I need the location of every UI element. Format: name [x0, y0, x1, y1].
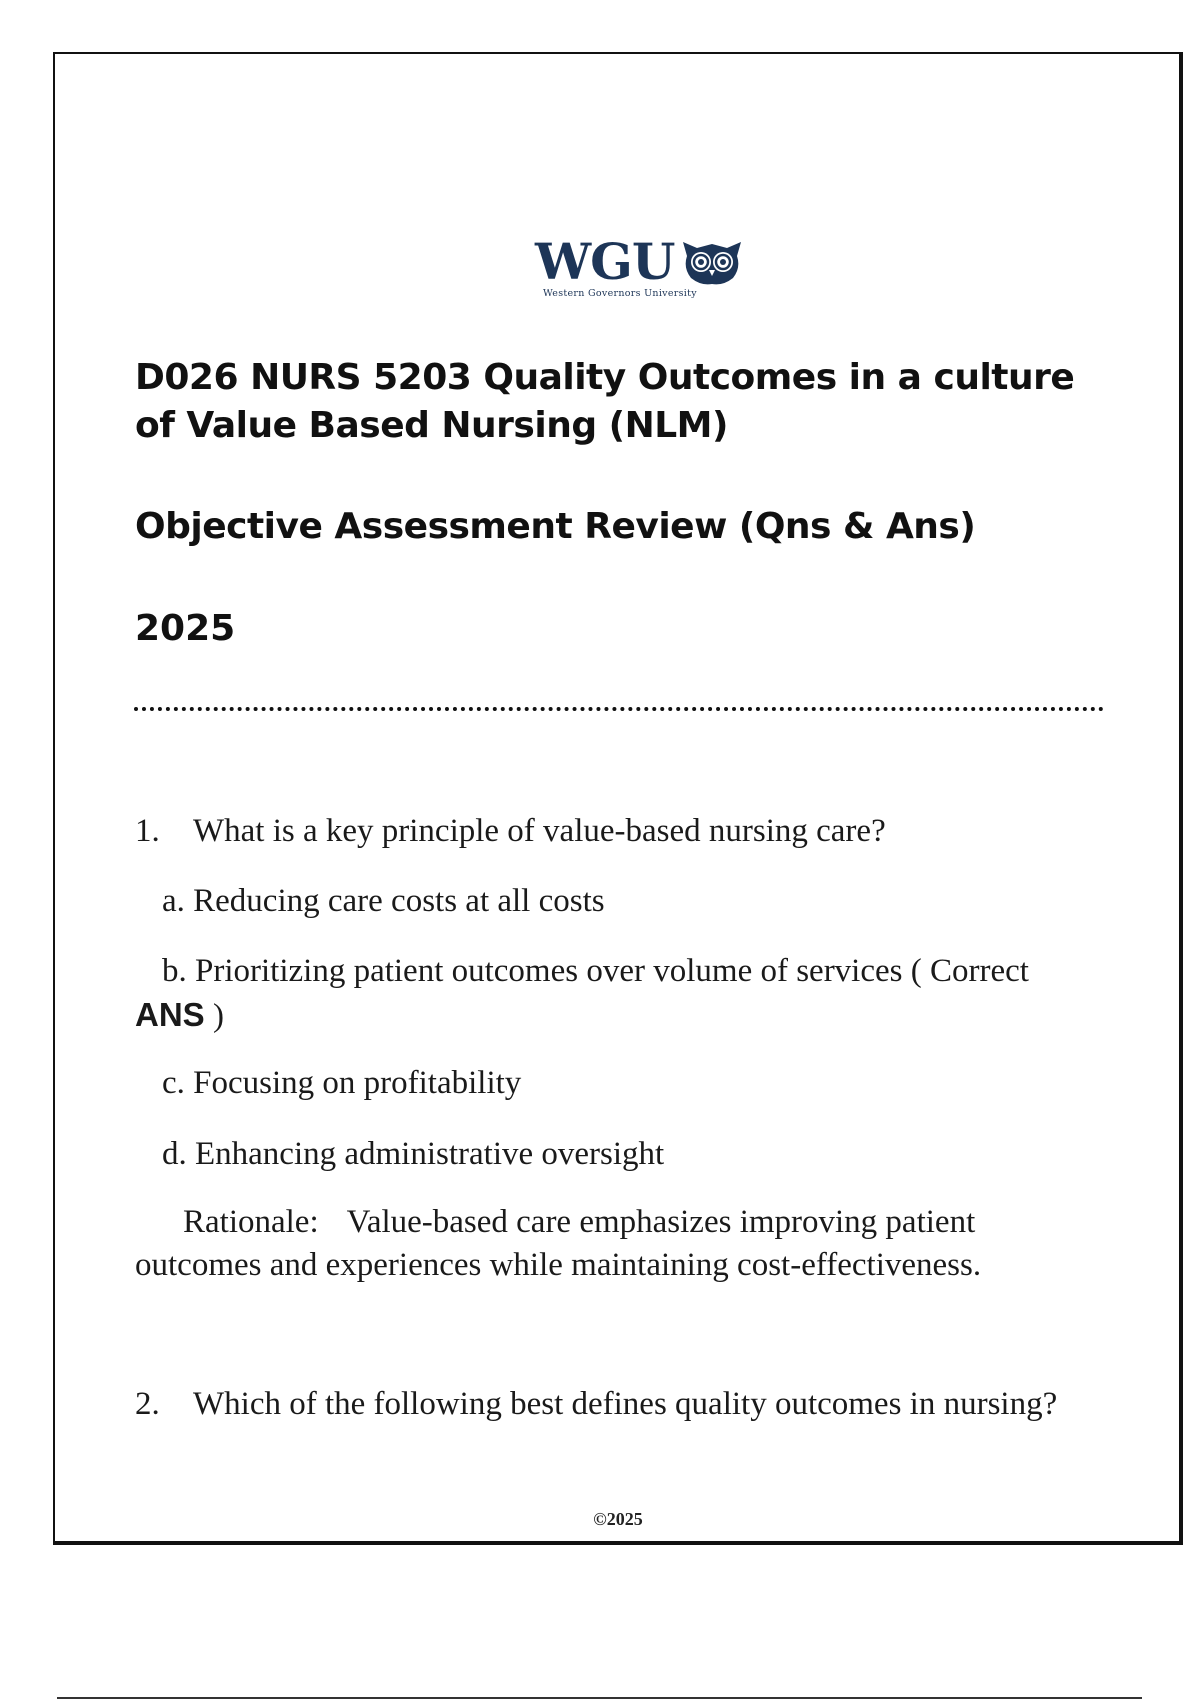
document-title: D026 NURS 5203 Quality Outcomes in a culture of Value Based Nursing (NLM) [135, 357, 1075, 446]
document-subtitle: Objective Assessment Review (Qns & Ans) [135, 506, 976, 547]
owl-icon [681, 238, 743, 286]
question-1-number: 1. [135, 813, 160, 849]
question-1-option-a: a. Reducing care costs at all costs [162, 883, 605, 919]
footer-copyright: ©2025 [593, 1509, 643, 1529]
question-2-text: Which of the following best defines quality outcomes in nursing? [193, 1386, 1058, 1422]
rationale-label: Rationale: [183, 1204, 319, 1240]
question-2-number: 2. [135, 1386, 160, 1422]
logo-wordmark: WGU [535, 232, 675, 291]
wgu-logo [535, 232, 745, 304]
correct-answer-marker: ANS [135, 996, 205, 1033]
dotted-divider [134, 707, 1104, 711]
bottom-rule [57, 1697, 1142, 1699]
question-1 [135, 810, 886, 853]
option-b-text: b. Prioritizing patient outcomes over volume of services ( [162, 953, 922, 989]
question-2 [135, 1383, 1095, 1426]
question-1-rationale [135, 1201, 1095, 1287]
document-year: 2025 [135, 608, 236, 649]
question-1-text: What is a key principle of value-based nursing care? [193, 813, 886, 849]
rationale-text: Value-based care emphasizes improving patient outcomes and experiences while maintaining cost-effectiveness. [135, 1204, 982, 1283]
option-b-suffix: ) [212, 998, 224, 1034]
question-1-option-d: d. Enhancing administrative oversight [162, 1136, 665, 1172]
question-1-option-b [135, 950, 1035, 1038]
question-1-option-c: c. Focusing on profitability [162, 1065, 522, 1101]
logo-subtitle: Western Governors University [543, 288, 697, 299]
correct-label: Correct [929, 953, 1029, 989]
